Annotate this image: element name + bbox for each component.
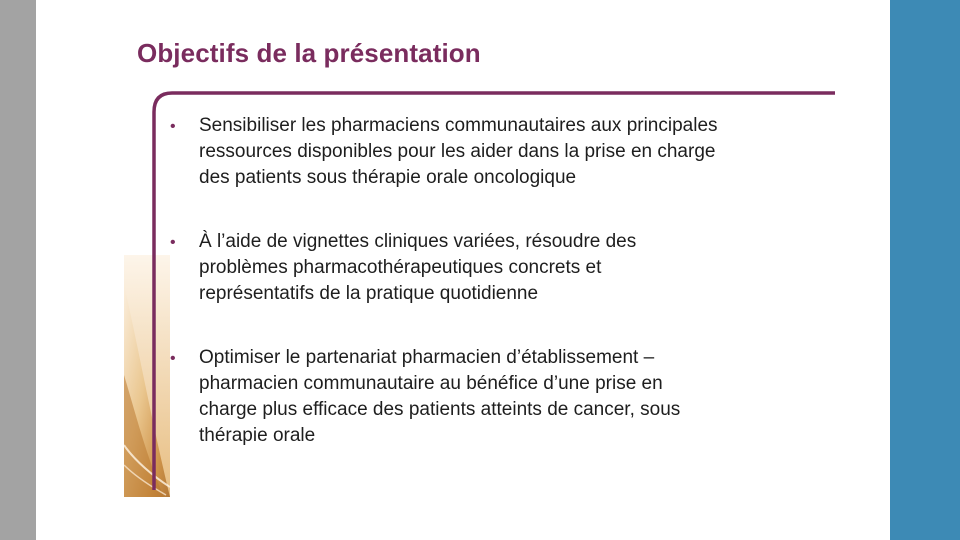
bullet-dot-icon: • xyxy=(170,118,176,135)
bullet-list xyxy=(170,113,820,487)
bullet-item xyxy=(170,113,820,191)
slide-title: Objectifs de la présentation xyxy=(137,38,481,68)
bullet-text: Sensibiliser les pharmaciens communautaires aux principales ressources disponibles pour les aider dans la prise en charge des patients sous thérapie orale oncologique xyxy=(199,115,718,188)
bullet-dot-icon: • xyxy=(170,234,176,251)
bullet-dot-icon: • xyxy=(170,350,176,367)
bullet-item xyxy=(170,229,820,307)
right-blue-strip xyxy=(890,0,960,540)
bullet-text: Optimiser le partenariat pharmacien d’établissement – pharmacien communautaire au bénéfice d’une prise en charge plus efficace des patients atteints de cancer, sous thérapie orale xyxy=(199,347,681,446)
bullet-item xyxy=(170,345,820,449)
bullet-text: À l’aide de vignettes cliniques variées, résoudre des problèmes pharmacothérapeutiques concrets et représentatifs de la pratique quotidienne xyxy=(199,231,637,304)
left-gray-strip xyxy=(0,0,36,540)
